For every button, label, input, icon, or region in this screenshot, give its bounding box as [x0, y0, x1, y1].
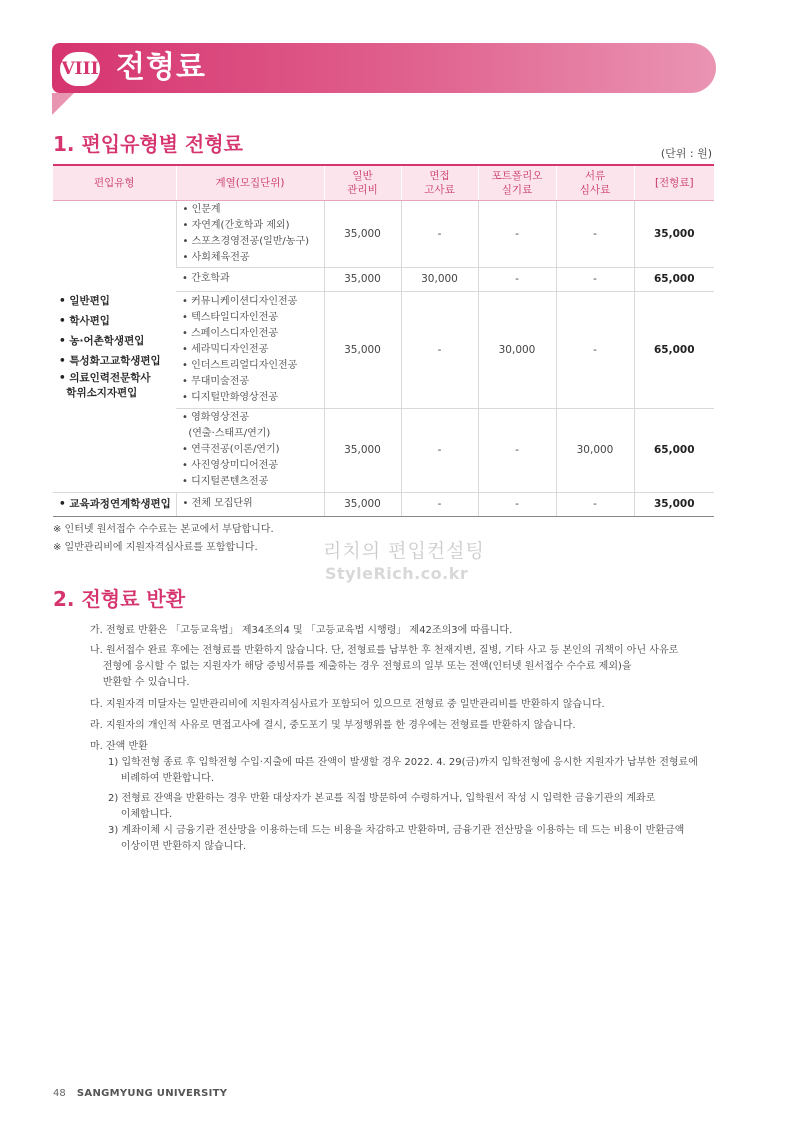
fee-document: - — [556, 291, 634, 408]
fee-general: 35,000 — [324, 492, 401, 516]
dept-cell — [176, 200, 324, 267]
watermark-url: StyleRich.co.kr — [325, 564, 469, 583]
fee-document: 30,000 — [556, 408, 634, 492]
sub-paragraph: 1) 입학전형 종료 후 입학전형 수입·지출에 따른 잔액이 발생할 경우 2022. 4. 29(금)까지 입학전형에 응시한 지원자가 납부한 전형료에 비례하여 반환합니다. — [108, 757, 698, 784]
fee-document: - — [556, 200, 634, 267]
type-item: • 의료인력전문학사 학위소지자편입 — [59, 372, 151, 399]
fee-portfolio: - — [478, 408, 556, 492]
unit-label: (단위 : 원) — [660, 147, 712, 160]
dept-item: • 인문계 — [182, 203, 221, 215]
fee-interview: 30,000 — [401, 267, 478, 291]
table-header-row — [53, 165, 714, 200]
fee-portfolio: 30,000 — [478, 291, 556, 408]
paragraph: 다. 지원자격 미달자는 일반관리비에 지원자격심사료가 포함되어 있으므로 전형료 중 일반관리비를 반환하지 않습니다. — [90, 699, 605, 710]
banner-tail-decoration — [52, 93, 74, 115]
dept-cell — [176, 267, 324, 291]
header-portfolio: 포트폴리오 실기료 — [478, 165, 556, 200]
type-item: • 교육과정연계학생편입 — [59, 498, 171, 510]
fee-portfolio: - — [478, 492, 556, 516]
fee-document: - — [556, 492, 634, 516]
fee-general: 35,000 — [324, 408, 401, 492]
dept-item: • 스페이스디자인전공 — [182, 327, 279, 339]
dept-item: • 세라믹디자인전공 — [182, 343, 269, 355]
dept-item: • 텍스타일디자인전공 — [182, 311, 279, 323]
type-group-cell — [53, 200, 176, 492]
dept-item: • 전체 모집단위 — [182, 498, 253, 509]
fee-total: 65,000 — [634, 291, 714, 408]
page-footer — [53, 1088, 227, 1099]
paragraph: 나. 원서접수 완료 후에는 전형료를 반환하지 않습니다. 단, 전형료를 납부한 후 천재지변, 질병, 기타 사고 등 본인의 귀책이 아닌 사유로 전형에 응시할 수 없는 지원자가 해당 증빙서류를 제출하는 경우 전형료의 일부 또는 전액(인터넷 원서접수 수수료 제외)을 반환할 수 있습니다. — [90, 645, 679, 688]
fee-general: 35,000 — [324, 267, 401, 291]
page-number: 48 — [53, 1088, 66, 1099]
fee-total: 35,000 — [634, 200, 714, 267]
note: ※ 인터넷 원서접수 수수료는 본교에서 부담합니다. — [53, 524, 274, 535]
fee-document: - — [556, 267, 634, 291]
fee-portfolio: - — [478, 200, 556, 267]
sub-paragraph: 2) 전형료 잔액을 반환하는 경우 반환 대상자가 본교를 직접 방문하여 수령하거나, 입학원서 작성 시 입력한 금융기관의 계좌로 이체합니다. — [108, 793, 656, 820]
header-document: 서류 심사료 — [556, 165, 634, 200]
dept-item: • 연극전공(이론/연기) — [182, 444, 280, 455]
dept-cell — [176, 408, 324, 492]
dept-item: • 인더스트리얼디자인전공 — [182, 359, 298, 371]
paragraph: 가. 전형료 반환은 「고등교육법」 제34조의4 및 「고등교육법 시행령」 제42조의3에 따릅니다. — [90, 625, 513, 636]
dept-item: • 사진영상미디어전공 — [182, 460, 279, 471]
header-interview: 면접 고사료 — [401, 165, 478, 200]
university-name: SANGMYUNG UNIVERSITY — [76, 1088, 228, 1099]
type-item: • 일반편입 — [59, 295, 110, 307]
type-item: • 농·어촌학생편입 — [59, 335, 145, 347]
dept-item: • 스포츠경영전공(일반/농구) — [182, 235, 310, 247]
dept-item: • 사회체육전공 — [182, 251, 250, 263]
dept-item: • 영화영상전공 — [182, 412, 250, 423]
table-row — [53, 492, 714, 516]
chapter-numeral: VIII — [60, 52, 100, 86]
fee-general: 35,000 — [324, 291, 401, 408]
table-row — [53, 200, 714, 267]
fee-total: 35,000 — [634, 492, 714, 516]
sub-paragraph: 3) 계좌이체 시 금융기관 전산망을 이용하는데 드는 비용을 차감하고 반환하며, 금융기관 전산망을 이용하는 데 드는 비용이 반환금액 이상이면 반환하지 않습니다. — [108, 825, 685, 852]
header-dept: 계열(모집단위) — [176, 165, 324, 200]
dept-cell — [176, 291, 324, 408]
type-item: • 특성화고교학생편입 — [59, 355, 161, 367]
dept-cell — [176, 492, 324, 516]
watermark-text: 리치의 편입컨설팅 — [323, 540, 485, 562]
header-type: 편입유형 — [53, 165, 176, 200]
dept-item: (연출·스태프/연기) — [182, 428, 271, 439]
dept-item: • 디지털만화영상전공 — [182, 391, 279, 403]
paragraph: 라. 지원자의 개인적 사유로 면접고사에 결시, 중도포기 및 부정행위를 한 경우에는 전형료를 반환하지 않습니다. — [90, 720, 576, 731]
header-general: 일반 관리비 — [324, 165, 401, 200]
section1-title: 1. 편입유형별 전형료 — [53, 132, 243, 156]
dept-item: • 디지털콘텐츠전공 — [182, 476, 269, 487]
dept-item: • 자연계(간호학과 제외) — [182, 219, 290, 231]
chapter-title: 전형료 — [116, 50, 206, 85]
fee-interview: - — [401, 291, 478, 408]
type-cell — [53, 492, 176, 516]
fee-general: 35,000 — [324, 200, 401, 267]
header-total: [전형료] — [634, 165, 714, 200]
paragraph: 마. 잔액 반환 — [90, 741, 148, 752]
fee-interview: - — [401, 200, 478, 267]
dept-item: • 무대미술전공 — [182, 375, 250, 387]
fee-interview: - — [401, 492, 478, 516]
fee-interview: - — [401, 408, 478, 492]
type-item: • 학사편입 — [59, 315, 110, 327]
fee-total: 65,000 — [634, 408, 714, 492]
fee-total: 65,000 — [634, 267, 714, 291]
note: ※ 일반관리비에 지원자격심사료를 포함합니다. — [53, 542, 258, 553]
dept-item: • 커뮤니케이션디자인전공 — [182, 295, 298, 307]
fee-portfolio: - — [478, 267, 556, 291]
fee-table — [53, 164, 714, 517]
dept-item: • 간호학과 — [182, 273, 230, 284]
section2-title: 2. 전형료 반환 — [53, 587, 186, 611]
